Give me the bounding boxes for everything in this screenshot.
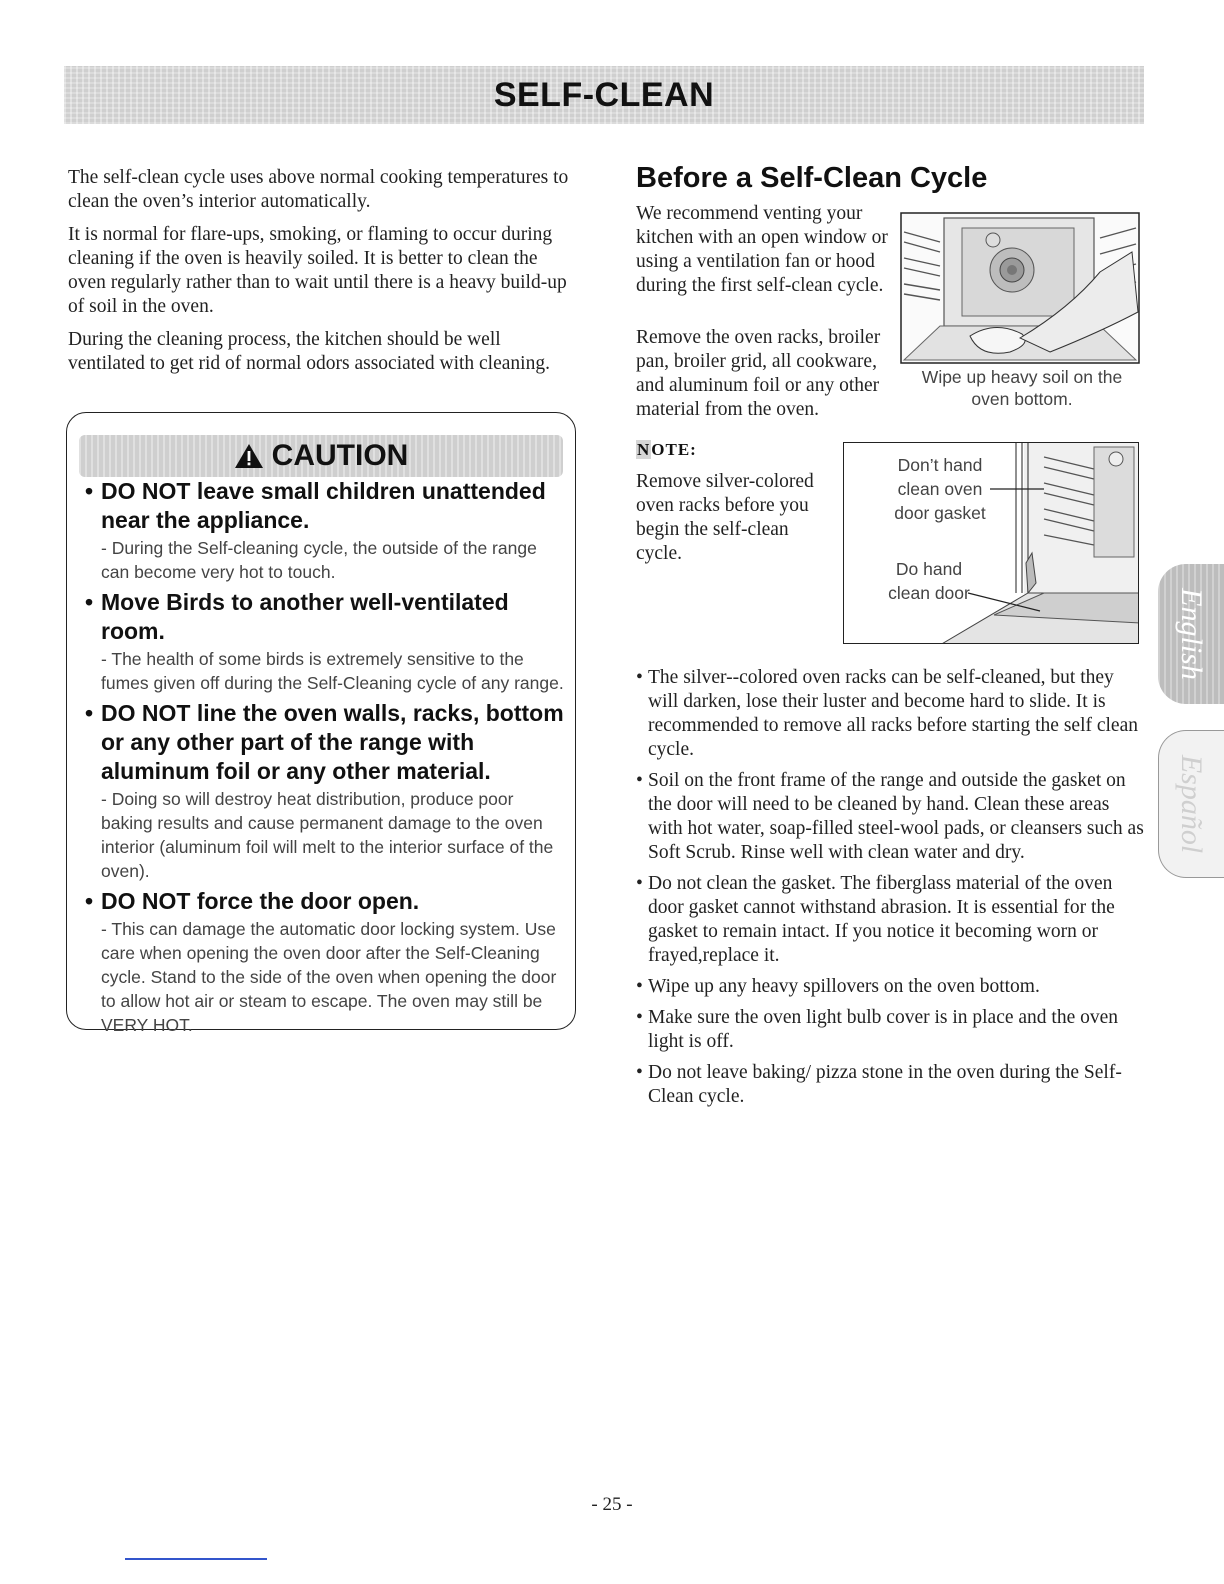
remove-paragraph: Remove the oven racks, broiler pan, broiler grid, all cookware, and aluminum foil or any other material from the oven. xyxy=(636,327,881,420)
caution-item: • DO NOT force the door open. - This can damage the automatic door locking system. Use care when opening the oven door after the Self-Cleaning cycle. Stand to the side of the oven when opening the door to allow hot air or steam to escape. The oven may still be VERY HOT. xyxy=(85,887,565,1037)
note-text: Remove silver-colored oven racks before you begin the self-clean cycle. xyxy=(636,471,814,564)
intro-paragraph: The self-clean cycle uses above normal cooking temperatures to clean the oven’s interior automatically. xyxy=(68,167,569,212)
section-title: Before a Self-Clean Cycle xyxy=(636,162,988,194)
list-item: • Soil on the front frame of the range and outside the gasket on the door will need to be cleaned by hand. Clean these areas with hot water, soap-filled steel-wool pads, or cleansers such as Soft Scrub. Rinse well with clean water and dry. xyxy=(636,770,1144,863)
caution-item: • DO NOT leave small children unattended near the appliance. - During the Self-cleaning cycle, the outside of the range can become very hot to touch. xyxy=(85,477,565,584)
caution-body: - Doing so will destroy heat distribution, produce poor baking results and cause permanent damage to the oven interior (aluminum foil will melt to the interior surface of the oven). xyxy=(101,789,554,881)
intro-paragraph: It is normal for flare-ups, smoking, or flaming to occur during cleaning if the oven is heavily soiled. It is better to clean the oven regularly rather than to wait until there is a heavy build-up of soil in the oven. xyxy=(68,224,567,317)
caution-heading: DO NOT force the door open. xyxy=(101,888,420,914)
page-number: - 25 - xyxy=(591,1494,633,1515)
caution-box xyxy=(66,412,576,1035)
note-label-initial: N xyxy=(637,440,651,459)
caution-heading: DO NOT line the oven walls, racks, bottom or any other part of the range with aluminum foil or any other material. xyxy=(101,700,564,784)
caution-header xyxy=(79,435,563,477)
note-label xyxy=(636,440,697,460)
caution-body: - During the Self-cleaning cycle, the outside of the range can become very hot to touch. xyxy=(101,538,537,582)
list-item: • Do not clean the gasket. The fiberglass material of the oven door gasket cannot withstand abrasion. It is essential for the gasket to remain intact. If you notice it becoming worn or frayed,replace it. xyxy=(636,873,1115,966)
tab-espanol-label: Español xyxy=(1175,754,1209,854)
tab-english[interactable] xyxy=(1158,564,1224,704)
caution-heading: DO NOT leave small children unattended near the appliance. xyxy=(101,478,546,533)
oven-figure-caption: Wipe up heavy soil on the oven bottom. xyxy=(921,367,1123,409)
door-gasket-illustration xyxy=(843,442,1139,644)
caution-list xyxy=(85,477,565,1041)
caution-item: • DO NOT line the oven walls, racks, bottom or any other part of the range with aluminum foil or any other material. - Doing so will destroy heat distribution, produce poor baking results and cause permanent damage to the oven interior (aluminum foil will melt to the interior surface of the oven). xyxy=(85,700,564,881)
caution-item: • Move Birds to another well-ventilated room. - The health of some birds is extremely sensitive to the fumes given off during the Self-Cleaning cycle of any range. xyxy=(85,589,564,693)
vent-paragraph xyxy=(636,202,898,304)
list-item: • Wipe up any heavy spillovers on the oven bottom. xyxy=(636,976,1040,997)
page-title: SELF-CLEAN xyxy=(493,75,715,114)
caution-title: CAUTION xyxy=(271,439,409,472)
list-item: • Make sure the oven light bulb cover is in place and the oven light is off. xyxy=(636,1007,1119,1052)
dont-clean-gasket-label: Don’t hand clean oven door gasket xyxy=(894,455,986,523)
oven-wipe-illustration xyxy=(900,212,1140,364)
intro-paragraph: During the cleaning process, the kitchen should be well ventilated to get rid of normal odors associated with cleaning. xyxy=(68,329,550,374)
list-item: • Do not leave baking/ pizza stone in the oven during the Self-Clean cycle. xyxy=(636,1062,1122,1107)
caution-body: - This can damage the automatic door locking system. Use care when opening the oven door after the Self-Cleaning cycle. Stand to the side of the oven when opening the door to allow hot air or steam to escape. The oven may still be VERY HOT. xyxy=(101,919,557,1035)
tab-english-label: English xyxy=(1175,588,1209,680)
precaution-bullets xyxy=(636,666,1144,1116)
bottom-rule xyxy=(125,1558,267,1560)
caution-heading: Move Birds to another well-ventilated room. xyxy=(101,589,509,644)
tab-espanol[interactable] xyxy=(1158,730,1224,878)
warning-icon xyxy=(234,443,264,469)
caution-body: - The health of some birds is extremely sensitive to the fumes given off during the Self-Cleaning cycle of any range. xyxy=(101,649,564,693)
note-label-rest: OTE: xyxy=(651,440,697,459)
do-clean-door-label: Do hand clean door xyxy=(888,559,970,603)
list-item: • The silver--colored oven racks can be self-cleaned, but they will darken, lose their luster and become hard to slide. It is recommended to remove all racks before starting the self clean cycle. xyxy=(636,667,1138,760)
intro-text xyxy=(68,166,580,385)
vent-text: We recommend venting your kitchen with an open window or using a ventilation fan or hood during the first self-clean cycle. xyxy=(636,203,888,296)
header-banner xyxy=(64,66,1144,124)
